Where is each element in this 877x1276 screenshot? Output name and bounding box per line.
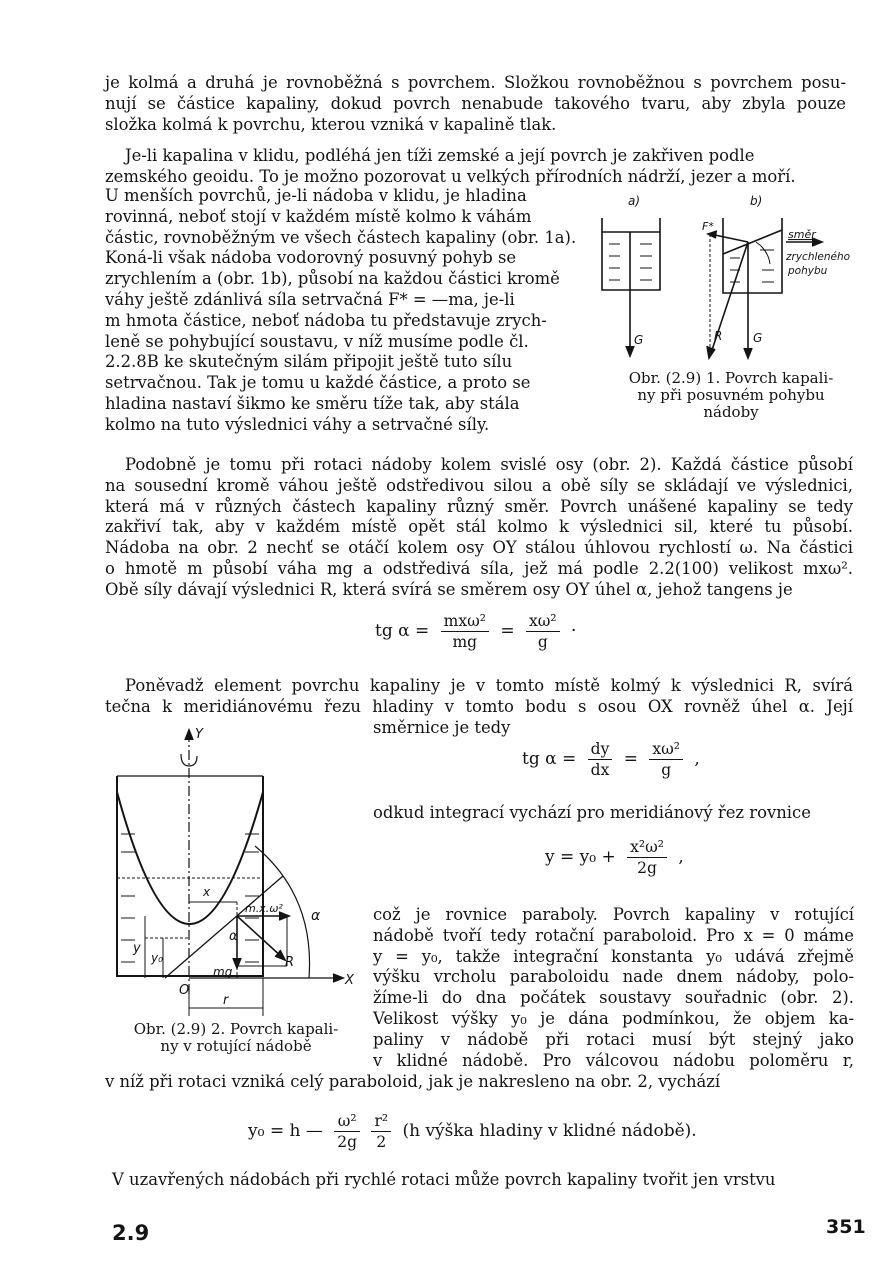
text-line: Poněvadž element povrchu kapaliny je v tomto místě kolmý k výslednici R, svírá: [125, 676, 853, 695]
equation-tangent-alpha: [375, 612, 576, 651]
eq2-f1-num: dy: [588, 740, 613, 760]
fig2-tangent: [165, 876, 283, 978]
paragraph-continuation: [105, 73, 846, 135]
eq3-end: ,: [678, 847, 684, 867]
text-line: žíme-li do dna počátek soustavy souřadnic (obr. 2).: [373, 988, 854, 1008]
text-line: paliny v nádobě při rotaci musí být stejný jako: [373, 1029, 854, 1049]
text-line: kolmo na tuto výslednici váhy a setrvačné síly.: [105, 414, 490, 434]
figure-2-caption: [108, 1021, 364, 1055]
caption-line: ny v rotující nádobě: [160, 1037, 312, 1055]
fig2-label-alpha-2: α: [229, 929, 238, 944]
paragraph-rest-state: [105, 146, 846, 188]
equation-slope: [522, 740, 700, 779]
fig1-label-dir-2: zrychleného: [786, 251, 851, 263]
text-line: která má v různých částech kapaliny různý směr. Povrch unášené kapaliny se tedy: [105, 496, 853, 516]
text-line: V uzavřených nádobách při rychlé rotaci může povrch kapaliny tvořit jen vrstvu: [112, 1170, 776, 1189]
eq1-fraction-2: [526, 612, 560, 651]
fig2-axis-y-arrow: [185, 730, 193, 740]
paragraph-translation: [105, 186, 591, 436]
text-line: hladina nastaví šikmo ke směru tíže tak, aby stála: [105, 393, 520, 413]
text-line: leně se pohybující soustavu, v níž musíme podle čl.: [105, 331, 529, 351]
eq1-f1-num: mxω²: [441, 612, 489, 632]
fig1-label-b: b): [750, 194, 763, 208]
fig2-label-r: r: [223, 993, 229, 1008]
page-number: 351: [826, 1216, 866, 1238]
fig2-label-y: y: [133, 941, 141, 956]
figure-1-translating-vessel: [590, 188, 860, 388]
eq4-f2-den: 2: [376, 1133, 387, 1151]
text-line: Obě síly dávají výslednici R, která svírá se směrem osy OY úhel α, jehož tangens je: [105, 579, 793, 599]
eq1-fraction-1: [441, 612, 489, 651]
text-closed-vessels: [105, 1170, 776, 1191]
text-line: výšku vrcholu paraboloidu nade dnem nádoby, polo-: [373, 967, 854, 987]
fig1-label-dir-1: směr: [788, 228, 816, 241]
text-line: Je-li kapalina v klidu, podléhá jen tíži zemské a její povrch je zakřiven podle: [125, 146, 755, 165]
text-line: Podobně je tomu při rotaci nádoby kolem svislé osy (obr. 2). Každá částice působí: [125, 455, 853, 474]
eq4-note: (h výška hladiny v klidné nádobě).: [402, 1121, 697, 1141]
figure-2-rotating-vessel: [105, 726, 370, 1016]
eq1-end: ·: [571, 621, 577, 641]
eq3-fraction: [627, 838, 667, 877]
paragraph-rotation: [105, 455, 853, 601]
text-line: Nádoba na obr. 2 nechť se otáčí kolem osy OY stálou úhlovou rychlostí ω. Na částici: [105, 538, 853, 558]
text-line: je kolmá a druhá je rovnoběžná s povrchem. Složkou rovnoběžnou s povrchem posu-: [105, 73, 846, 92]
fig1-label-dir-3: pohybu: [788, 265, 828, 277]
caption-line: Obr. (2.9) 1. Povrch kapali-: [628, 369, 834, 387]
eq4-fraction-1: [334, 1112, 360, 1151]
text-line: y = y₀, takže integrační konstanta y₀ udává zřejmě: [373, 946, 854, 966]
fig1-label-a: a): [628, 194, 641, 208]
eq2-f2-num: xω²: [649, 740, 683, 760]
text-cylindrical-vessel: [105, 1072, 720, 1093]
fig2-label-x: x: [203, 885, 211, 899]
text-line: tečna k meridiánovému řezu hladiny v tomto bodu s osou OX rovněž úhel α. Její: [105, 696, 853, 716]
text-line: nádobě tvoří tedy rotační paraboloid. Pro x = 0 máme: [373, 925, 854, 945]
fig1-label-R: R: [714, 329, 723, 343]
text-line: m hmota částice, neboť nádoba tu představuje zrych-: [105, 310, 547, 330]
text-line: rovinná, neboť stojí v každém místě kolmo k váhám: [105, 206, 532, 226]
eq3-lhs: y = y₀ +: [545, 847, 616, 867]
text-line: Koná-li však nádoba vodorovný posuvný pohyb se: [105, 248, 517, 268]
eq2-end: ,: [694, 749, 700, 769]
eq3-f-den: 2g: [637, 859, 657, 877]
caption-line: nádoby: [703, 403, 759, 421]
text-line: částic, rovnoběžným ve všech částech kapaliny (obr. 1a).: [105, 227, 577, 247]
fig2-axis-x-arrow: [333, 974, 343, 982]
equation-vertex-height: [248, 1112, 697, 1151]
text-line: v klidné nádobě. Pro válcovou nádobu poloměru r,: [373, 1050, 854, 1070]
eq1-f2-den: g: [537, 633, 548, 651]
caption-line: ny při posuvném pohybu: [637, 386, 825, 404]
text-line: směrnice je tedy: [373, 718, 511, 737]
eq4-f2-num: r²: [371, 1112, 391, 1132]
text-line: zemského geoidu. To je možno pozorovat u velkých přírodních nádrží, jezer a moří.: [105, 166, 796, 186]
text-line: zakřiví tak, aby v každém místě opět stál kolmo k výslednici sil, které tu působí.: [105, 517, 853, 537]
text-line: zrychlením a (obr. 1b), působí na každou částici kromě: [105, 269, 560, 289]
text-line: setrvačnou. Tak je tomu u každé částice, a proto se: [105, 373, 531, 393]
equation-parabola: [545, 838, 684, 877]
text-line: U menších povrchů, je-li nádoba v klidu, je hladina: [105, 186, 527, 205]
eq4-f1-num: ω²: [334, 1112, 360, 1132]
eq4-fraction-2: [371, 1112, 391, 1151]
text-line: což je rovnice paraboly. Povrch kapaliny v rotující: [373, 905, 854, 924]
figure-1-caption: [596, 370, 866, 421]
eq1-mid: =: [500, 621, 515, 641]
fig1-label-G2: G: [753, 331, 763, 345]
text-line: 2.2.8B ke skutečným silám připojit ještě tuto sílu: [105, 352, 513, 372]
fig2-label-mg: mg: [213, 965, 233, 979]
fig2-label-Y: Y: [195, 727, 203, 742]
eq4-f1-den: 2g: [337, 1133, 358, 1151]
fig1-label-G1: G: [634, 333, 644, 347]
eq1-lhs: tg α =: [375, 621, 430, 641]
text-line: váhy ještě zdánlivá síla setrvačná F* = —ma, je-li: [105, 289, 515, 309]
text-line: o hmotě m působí váha mg a odstředivá síla, jež má podle 2.2(100) velikost mxω².: [105, 558, 853, 578]
fig2-label-X: X: [345, 973, 354, 988]
fig2-label-alpha-1: α: [311, 908, 321, 924]
text-line: v níž při rotaci vzniká celý paraboloid, jak je nakresleno na obr. 2, vychází: [105, 1072, 721, 1091]
eq2-fraction-2: [649, 740, 683, 779]
caption-line: Obr. (2.9) 2. Povrch kapali-: [133, 1020, 339, 1038]
fig2-resultant-force: [237, 916, 283, 958]
eq2-mid: =: [623, 749, 638, 769]
eq2-f2-den: g: [661, 761, 672, 779]
fig2-liquid-hatch: [121, 834, 259, 962]
eq3-f-num: x²ω²: [627, 838, 667, 858]
text-line: odkud integrací vychází pro meridiánový řez rovnice: [373, 803, 811, 822]
eq4-lhs: y₀ = h —: [248, 1121, 323, 1141]
eq2-f1-den: dx: [590, 761, 610, 779]
text-slope: [373, 718, 510, 739]
eq2-lhs: tg α =: [522, 749, 577, 769]
text-line: na sousední kromě váhou ještě odstředivou silou a obě síly se skládají ve výslednici,: [105, 475, 853, 495]
text-integration: [373, 803, 811, 824]
fig2-label-O: O: [179, 983, 190, 998]
eq1-f1-den: mg: [452, 633, 478, 651]
fig2-label-mxw: m.x.ω²: [245, 902, 283, 915]
fig1-vessel-a: [602, 218, 660, 356]
eq2-fraction-1: [588, 740, 613, 779]
fig2-label-R: R: [285, 955, 295, 970]
eq1-f2-num: xω²: [526, 612, 560, 632]
section-number: 2.9: [112, 1221, 150, 1245]
paragraph-element-surface: [105, 676, 853, 718]
fig2-label-y0: y₀: [151, 951, 163, 965]
text-line: Velikost výšky y₀ je dána podmínkou, že objem ka-: [373, 1008, 854, 1028]
paragraph-paraboloid: [373, 905, 854, 1071]
text-line: složka kolmá k povrchu, kterou vzniká v kapalině tlak.: [105, 114, 557, 134]
text-line: nují se částice kapaliny, dokud povrch nenabude takového tvaru, aby zbyla pouze: [105, 93, 846, 113]
fig1-label-F: F*: [702, 220, 714, 233]
fig2-paraboloid: [117, 792, 263, 924]
